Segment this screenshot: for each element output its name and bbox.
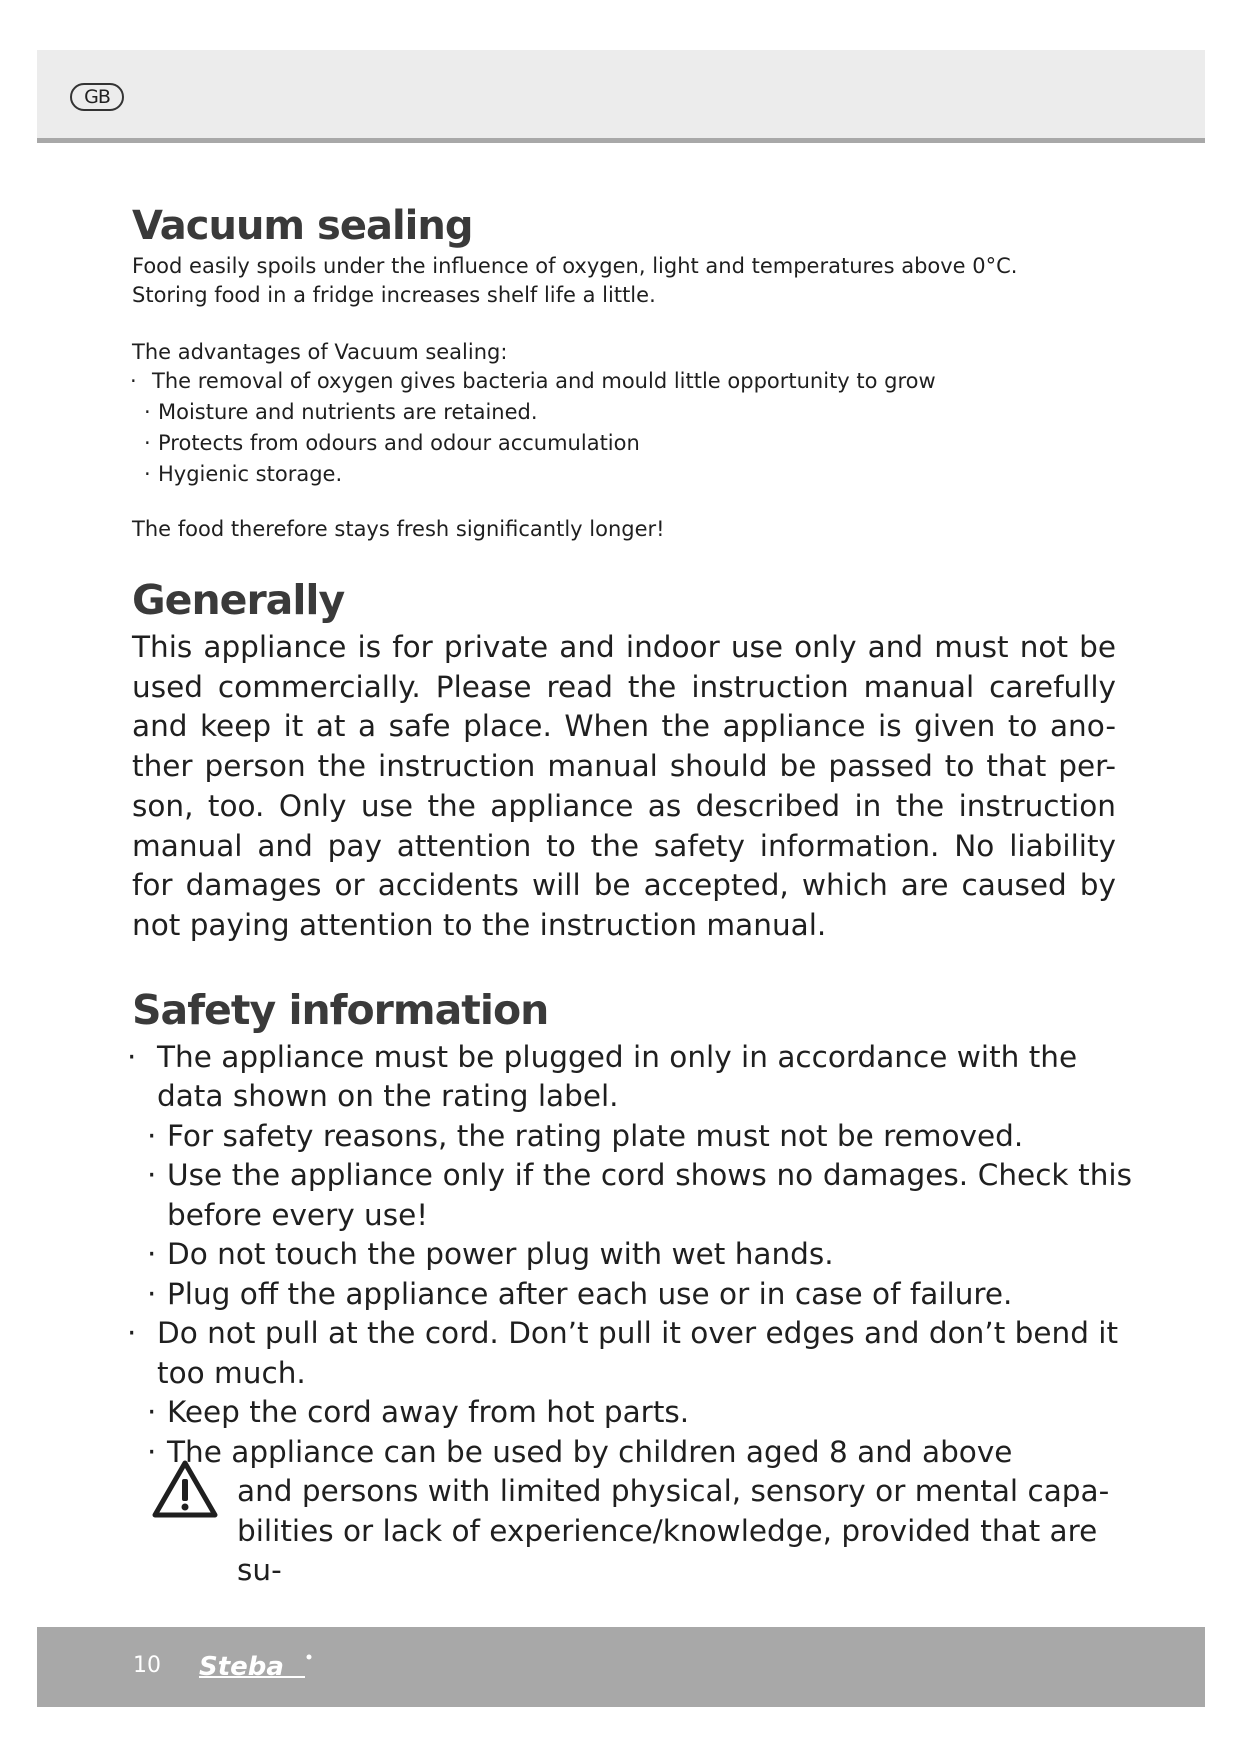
- safety-item-warning: [147, 1433, 1122, 1591]
- advantage-item: · Protects from odours and odour accumulation: [144, 428, 1132, 459]
- safety-item: · Plug off the appliance after each use or in case of failure.: [147, 1275, 1122, 1315]
- warning-triangle-icon: [151, 1459, 219, 1519]
- safety-item: · Keep the cord away from hot parts.: [147, 1393, 1122, 1433]
- generally-body: This appliance is for private and indoor use only and must not be used commercially. Please read the instruction manual carefully and keep it at a safe place. When the appliance is given to ano-ther person the instruction manual should be passed to that per-son, too. Only use the appliance as described in the instruction manual and pay attention to the safety information. No liability for damages or accidents will be accepted, which are caused by not paying attention to the instruction manual.: [132, 630, 1116, 942]
- safety-item: · Do not pull at the cord. Don’t pull it over edges and don’t bend it too much.: [127, 1314, 1122, 1393]
- safety-item: · For safety reasons, the rating plate must not be removed.: [147, 1117, 1122, 1157]
- safety-item: · The appliance must be plugged in only in accordance with the data shown on the rating label.: [127, 1038, 1122, 1117]
- advantage-item: · Hygienic storage.: [144, 459, 1132, 490]
- safety-section: [132, 982, 1132, 1591]
- page-number: 10: [133, 1653, 161, 1678]
- safety-item: · Do not touch the power plug with wet hands.: [147, 1235, 1122, 1275]
- advantages-list: [132, 366, 1132, 490]
- vacuum-section: [132, 200, 1132, 544]
- brand-text: Steba: [199, 1652, 284, 1682]
- generally-section: [132, 572, 1132, 946]
- vacuum-title: Vacuum sealing: [132, 203, 473, 249]
- advantages-heading: The advantages of Vacuum sealing:: [132, 340, 508, 364]
- warning-item-rest: and persons with limited physical, sensory or mental capa-bilities or lack of experience/knowledge, provided that are su-: [237, 1474, 1110, 1588]
- safety-list: [132, 1038, 1132, 1591]
- steba-logo: [197, 1649, 317, 1685]
- vacuum-conclusion: The food therefore stays fresh significantly longer!: [132, 517, 665, 541]
- advantage-item: · The removal of oxygen gives bacteria and mould little opportunity to grow: [130, 366, 1132, 397]
- page-content: [132, 200, 1132, 1591]
- language-badge: GB: [70, 83, 124, 111]
- safety-item: · Use the appliance only if the cord shows no damages. Check this before every use!: [147, 1156, 1132, 1235]
- warning-item-first-line: The appliance can be used by children aged 8 and above: [167, 1434, 1013, 1469]
- safety-title: Safety information: [132, 985, 549, 1034]
- vacuum-intro: Food easily spoils under the influence of oxygen, light and temperatures above 0°C. Storing food in a fridge increases shelf life a little.: [132, 254, 1018, 307]
- advantage-item: · Moisture and nutrients are retained.: [144, 397, 1132, 428]
- page-header: [37, 50, 1205, 143]
- generally-title: Generally: [132, 576, 345, 624]
- page-footer: [37, 1627, 1205, 1707]
